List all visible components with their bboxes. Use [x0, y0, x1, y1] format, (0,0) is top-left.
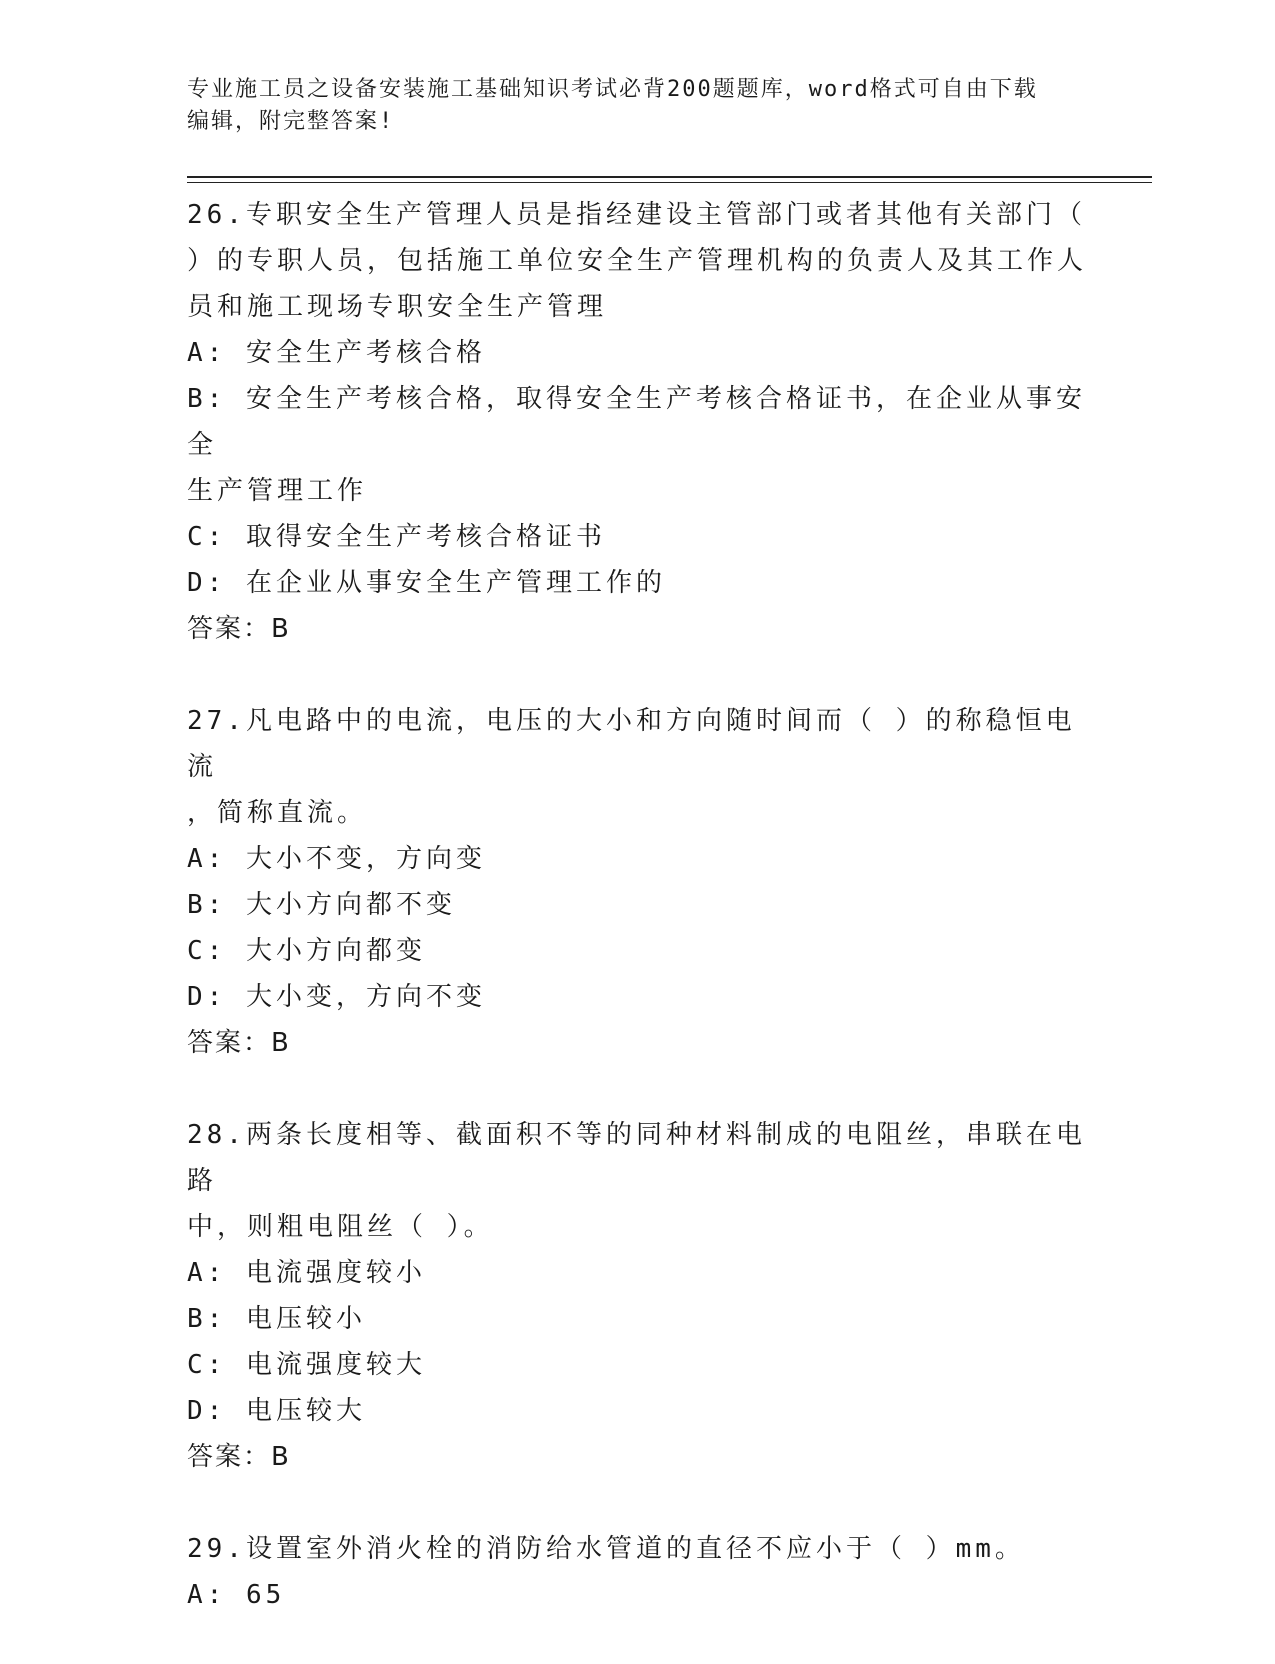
- answer-line: 答案：B: [187, 614, 291, 644]
- question-text: 中，则粗电阻丝（ ）。: [187, 1212, 494, 1242]
- option-text: 安全生产考核合格: [245, 338, 486, 368]
- option-key: B:: [187, 384, 227, 414]
- option-text: 电流强度较大: [245, 1350, 426, 1380]
- answer-option: [187, 560, 1087, 606]
- question-text-line: [187, 698, 1087, 790]
- question-text-line: [187, 192, 1087, 238]
- option-text: 65: [245, 1580, 286, 1610]
- answer-line: 答案：B: [187, 1442, 291, 1472]
- question-block: [187, 1112, 1087, 1480]
- header-line-2: 编辑，附完整答案!: [187, 109, 395, 134]
- question-block: [187, 1526, 1087, 1618]
- answer-option: [187, 1388, 1087, 1434]
- option-key: A:: [187, 844, 227, 874]
- option-text: 安全生产考核合格，取得安全生产考核合格证书，在企业从事安全: [187, 384, 1086, 460]
- answer-option: [187, 376, 1087, 468]
- header-divider-thin: [187, 182, 1152, 183]
- answer-option: [187, 1250, 1087, 1296]
- option-text: 大小方向都不变: [245, 890, 456, 920]
- question-text: 凡电路中的电流，电压的大小和方向随时间而（ ）的称稳恒电流: [187, 706, 1076, 782]
- question-text: ，简称直流。: [187, 798, 368, 828]
- question-block: [187, 192, 1087, 652]
- question-number: 27.: [187, 706, 246, 736]
- answer-option: [187, 514, 1087, 560]
- question-text: 设置室外消火栓的消防给水管道的直径不应小于（ ）mm。: [245, 1534, 1025, 1564]
- answer-option: [187, 882, 1087, 928]
- option-key: D:: [187, 982, 227, 1012]
- option-key: B:: [187, 890, 227, 920]
- option-key: C:: [187, 1350, 227, 1380]
- question-text: 员和施工现场专职安全生产管理: [187, 292, 608, 322]
- option-key: D:: [187, 1396, 227, 1426]
- option-text: 电压较小: [245, 1304, 366, 1334]
- answer-option: [187, 1296, 1087, 1342]
- option-key: C:: [187, 522, 227, 552]
- answer-option: [187, 1572, 1087, 1618]
- option-key: A:: [187, 338, 227, 368]
- question-text-line: [187, 1204, 1087, 1250]
- question-text-line: [187, 238, 1087, 284]
- option-text: 取得安全生产考核合格证书: [245, 522, 606, 552]
- question-block: [187, 698, 1087, 1066]
- option-key: A:: [187, 1580, 227, 1610]
- question-number: 29.: [187, 1534, 246, 1564]
- answer-option: [187, 836, 1087, 882]
- option-text: 生产管理工作: [187, 476, 368, 506]
- question-text: ）的专职人员，包括施工单位安全生产管理机构的负责人及其工作人: [187, 246, 1088, 276]
- option-text: 大小方向都变: [245, 936, 426, 966]
- question-number: 26.: [187, 200, 246, 230]
- answer-option: [187, 974, 1087, 1020]
- header-line-1: 专业施工员之设备安装施工基础知识考试必背200题题库，word格式可自由下载: [187, 77, 1038, 102]
- question-text-line: [187, 1112, 1087, 1204]
- option-key: A:: [187, 1258, 227, 1288]
- option-text: 电压较大: [245, 1396, 366, 1426]
- question-text: 两条长度相等、截面积不等的同种材料制成的电阻丝，串联在电路: [187, 1120, 1086, 1196]
- option-key: D:: [187, 568, 227, 598]
- answer-option: [187, 1342, 1087, 1388]
- question-text-line: [187, 1526, 1087, 1572]
- question-list: [187, 192, 1087, 1664]
- answer-option: [187, 330, 1087, 376]
- document-header: [187, 74, 1087, 138]
- question-number: 28.: [187, 1120, 246, 1150]
- option-text: 大小变，方向不变: [245, 982, 486, 1012]
- option-text: 在企业从事安全生产管理工作的: [245, 568, 666, 598]
- option-text: 大小不变，方向变: [245, 844, 486, 874]
- answer-option: [187, 928, 1087, 974]
- answer-option: [187, 468, 1087, 514]
- option-key: B:: [187, 1304, 227, 1334]
- question-text-line: [187, 284, 1087, 330]
- option-text: 电流强度较小: [245, 1258, 426, 1288]
- answer-line: 答案：B: [187, 1028, 291, 1058]
- question-text: 专职安全生产管理人员是指经建设主管部门或者其他有关部门（: [245, 200, 1086, 230]
- question-text-line: [187, 790, 1087, 836]
- header-divider-thick: [187, 176, 1152, 178]
- option-key: C:: [187, 936, 227, 966]
